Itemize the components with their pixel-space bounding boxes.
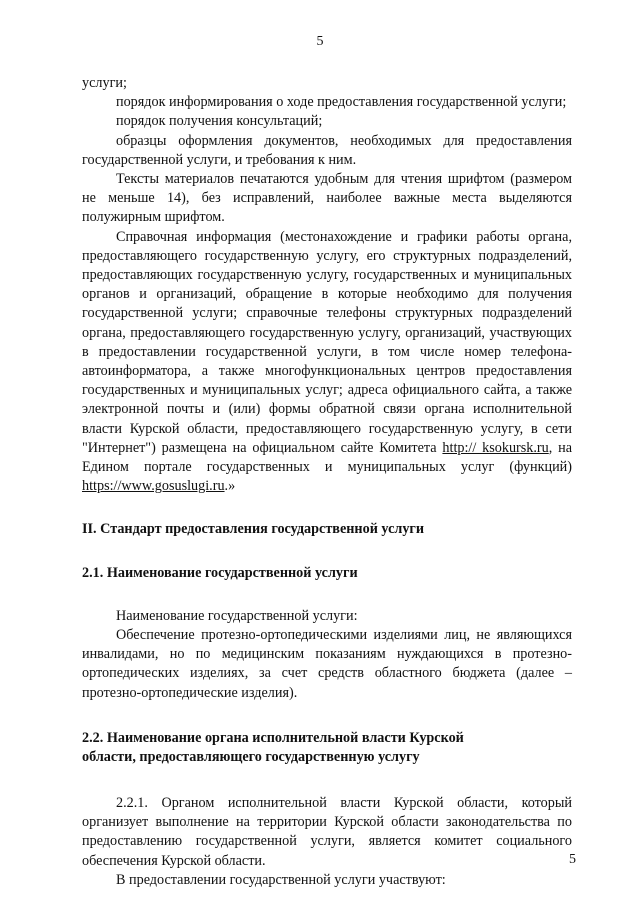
paragraph-participants: В предоставлении государственной услуги участвуют: — [116, 871, 446, 888]
page-number-bottom: 5 — [569, 852, 576, 867]
paragraph-2-2-1: 2.2.1. Органом исполнительной власти Курской области, который организует выполнение на территории Курской области законодательства по предоставлению государственной услуги, является комитет социального обеспечения Курской области. — [82, 794, 572, 869]
reference-info-text-b: , на Едином портале государственных и муниципальных услуг (функций) — [82, 439, 573, 476]
subsection-2-1-title: 2.1. Наименование государственной услуги — [82, 564, 358, 581]
reference-info-text-a: Справочная информация (местонахождение и графики работы органа, предоставляющего государственную услугу, его структурных подразделений, предоставляющих государственную услугу, государственных и муниципальных органов и организаций, обращение в которые необходимо для получения государственной услуги; справочные телефоны структурных подразделений органа, предоставляющего государственную услугу, организаций, участвующих в предоставлении государственной услуги, в том числе номер телефона-автоинформатора, а также многофункциональных центров предоставления государственных и муниципальных услуг; адреса официального сайта, а также электронной почты и (или) формы обратной связи органа исполнительной власти Курской области, предоставляющего государственную услугу, в сети "Интернет") размещена на официальном сайте Комитета — [82, 228, 572, 456]
reference-info-text-c: .» — [224, 478, 236, 495]
paragraph-info-progress: порядок информирования о ходе предоставления государственной услуги; — [116, 94, 567, 111]
service-name-label: Наименование государственной услуги: — [116, 607, 358, 624]
ksokursk-link[interactable]: http:// ksokursk.ru — [442, 439, 549, 456]
paragraph-services-end: услуги; — [82, 75, 127, 91]
service-name-text: Обеспечение протезно-ортопедическими изделиями лиц, не являющихся инвалидами, но по медицинским показаниям нуждающихся в протезно-ортопедических изделиях, за счет средств областного бюджета (далее – протезно-ортопедические изделия). — [82, 627, 572, 701]
section-title: II. Стандарт предоставления государственной услуги — [82, 521, 425, 538]
subsection-2-2-title — [82, 729, 572, 768]
subsection-2-2-title-line1: 2.2. Наименование органа исполнительной власти Курской — [82, 729, 464, 746]
document-body — [82, 74, 572, 890]
gosuslugi-link[interactable]: https://www.gosuslugi.ru — [82, 478, 225, 495]
page-number-top: 5 — [316, 34, 324, 49]
paragraph-consultations: порядок получения консультаций; — [116, 113, 323, 130]
paragraph-document-samples: образцы оформления документов, необходимых для предоставления государственной услуги, и требования к ним. — [82, 132, 572, 168]
subsection-2-2-title-line2: области, предоставляющего государственную услугу — [82, 749, 420, 766]
paragraph-font-requirements: Тексты материалов печатаются удобным для чтения шрифтом (размером не меньше 14), без исправлений, наиболее важные места выделяются полужирным шрифтом. — [82, 171, 572, 226]
paragraph-reference-info — [82, 228, 572, 497]
